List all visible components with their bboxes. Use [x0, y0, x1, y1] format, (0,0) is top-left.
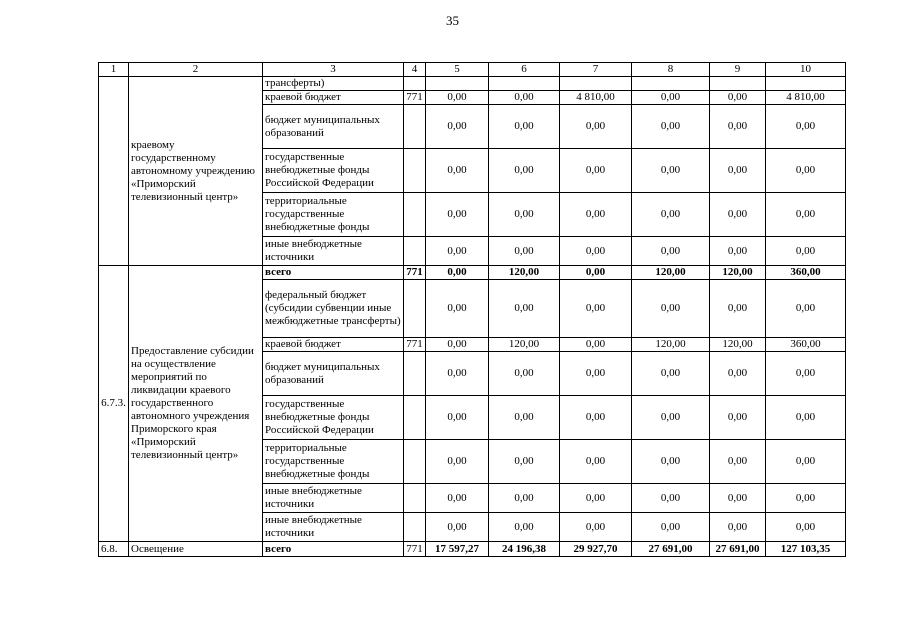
value-cell: 0,00: [710, 484, 766, 513]
value-cell: 0,00: [489, 440, 560, 484]
value-cell: 0,00: [710, 237, 766, 266]
value-cell: 0,00: [560, 193, 632, 237]
code-cell: [404, 105, 426, 149]
value-cell: 0,00: [489, 91, 560, 105]
value-cell: 0,00: [710, 352, 766, 396]
value-cell: 360,00: [766, 266, 846, 280]
value-cell: 27 691,00: [632, 542, 710, 557]
source-cell: территориальные государственные внебюджетные фонды: [263, 193, 404, 237]
value-cell: 0,00: [426, 280, 489, 338]
value-cell: 0,00: [710, 105, 766, 149]
table-row: [99, 266, 846, 280]
value-cell: 0,00: [426, 91, 489, 105]
source-cell: трансферты): [263, 77, 404, 91]
source-cell: бюджет муниципальных образований: [263, 352, 404, 396]
col-header: 4: [404, 63, 426, 77]
col-header: 10: [766, 63, 846, 77]
value-cell: 0,00: [426, 440, 489, 484]
source-cell: государственные внебюджетные фонды Российской Федерации: [263, 149, 404, 193]
value-cell: 0,00: [710, 193, 766, 237]
value-cell: 0,00: [560, 352, 632, 396]
item-number-cell: [99, 77, 129, 266]
table-row: [99, 77, 846, 91]
item-number-cell: 6.8.: [99, 542, 129, 557]
code-cell: 771: [404, 91, 426, 105]
value-cell: 0,00: [766, 513, 846, 542]
value-cell: 0,00: [766, 440, 846, 484]
value-cell: 0,00: [632, 484, 710, 513]
value-cell: 0,00: [710, 440, 766, 484]
item-number-cell: 6.7.3.: [99, 266, 129, 542]
value-cell: [766, 77, 846, 91]
value-cell: 0,00: [426, 513, 489, 542]
page-number: 35: [446, 13, 459, 28]
value-cell: 0,00: [766, 105, 846, 149]
value-cell: 0,00: [632, 440, 710, 484]
value-cell: 0,00: [710, 396, 766, 440]
value-cell: 0,00: [489, 193, 560, 237]
value-cell: 0,00: [426, 266, 489, 280]
source-cell: иные внебюджетные источники: [263, 484, 404, 513]
value-cell: 24 196,38: [489, 542, 560, 557]
value-cell: 0,00: [560, 105, 632, 149]
value-cell: 0,00: [766, 280, 846, 338]
column-number-row: [99, 63, 846, 77]
value-cell: 0,00: [766, 237, 846, 266]
value-cell: 0,00: [560, 266, 632, 280]
code-cell: [404, 440, 426, 484]
table-row: [99, 542, 846, 557]
source-cell: краевой бюджет: [263, 338, 404, 352]
code-cell: 771: [404, 266, 426, 280]
value-cell: 4 810,00: [560, 91, 632, 105]
col-header: 2: [129, 63, 263, 77]
col-header: 9: [710, 63, 766, 77]
source-cell: иные внебюджетные источники: [263, 513, 404, 542]
value-cell: 0,00: [560, 149, 632, 193]
col-header: 1: [99, 63, 129, 77]
value-cell: [710, 77, 766, 91]
code-cell: [404, 396, 426, 440]
col-header: 6: [489, 63, 560, 77]
value-cell: 0,00: [489, 352, 560, 396]
source-cell: всего: [263, 266, 404, 280]
value-cell: 0,00: [632, 105, 710, 149]
value-cell: 0,00: [632, 91, 710, 105]
value-cell: 120,00: [489, 338, 560, 352]
value-cell: 0,00: [489, 396, 560, 440]
col-header: 8: [632, 63, 710, 77]
value-cell: 0,00: [766, 396, 846, 440]
value-cell: 0,00: [489, 513, 560, 542]
value-cell: 0,00: [489, 237, 560, 266]
value-cell: 0,00: [710, 91, 766, 105]
value-cell: 0,00: [632, 396, 710, 440]
value-cell: 0,00: [632, 237, 710, 266]
value-cell: 0,00: [560, 513, 632, 542]
value-cell: 0,00: [426, 338, 489, 352]
value-cell: 0,00: [766, 193, 846, 237]
value-cell: 0,00: [632, 193, 710, 237]
value-cell: [426, 77, 489, 91]
budget-table: [98, 62, 846, 557]
code-cell: [404, 484, 426, 513]
value-cell: 4 810,00: [766, 91, 846, 105]
value-cell: 0,00: [632, 352, 710, 396]
value-cell: 0,00: [632, 149, 710, 193]
value-cell: 127 103,35: [766, 542, 846, 557]
value-cell: 0,00: [426, 237, 489, 266]
value-cell: 29 927,70: [560, 542, 632, 557]
value-cell: 0,00: [560, 237, 632, 266]
source-cell: всего: [263, 542, 404, 557]
value-cell: 17 597,27: [426, 542, 489, 557]
value-cell: [489, 77, 560, 91]
value-cell: 0,00: [632, 513, 710, 542]
code-cell: [404, 193, 426, 237]
source-cell: территориальные государственные внебюджетные фонды: [263, 440, 404, 484]
value-cell: 0,00: [766, 149, 846, 193]
value-cell: 120,00: [489, 266, 560, 280]
value-cell: 0,00: [710, 513, 766, 542]
value-cell: 0,00: [426, 484, 489, 513]
col-header: 3: [263, 63, 404, 77]
col-header: 5: [426, 63, 489, 77]
value-cell: 0,00: [710, 280, 766, 338]
value-cell: 120,00: [632, 338, 710, 352]
code-cell: [404, 149, 426, 193]
value-cell: [632, 77, 710, 91]
code-cell: [404, 77, 426, 91]
value-cell: 0,00: [560, 396, 632, 440]
value-cell: 120,00: [710, 338, 766, 352]
value-cell: 0,00: [426, 105, 489, 149]
source-cell: иные внебюджетные источники: [263, 237, 404, 266]
value-cell: 0,00: [489, 280, 560, 338]
item-name-cell: Предоставление субсидии на осуществление мероприятий по ликвидации краевого государственного автономного учреждения Приморского края «Приморский телевизионный центр»: [129, 266, 263, 542]
value-cell: 120,00: [710, 266, 766, 280]
value-cell: 0,00: [489, 105, 560, 149]
value-cell: 0,00: [560, 338, 632, 352]
code-cell: [404, 280, 426, 338]
code-cell: [404, 513, 426, 542]
item-name-cell: краевому государственному автономному учреждению «Приморский телевизионный центр»: [129, 77, 263, 266]
value-cell: 0,00: [766, 352, 846, 396]
code-cell: [404, 237, 426, 266]
value-cell: 0,00: [426, 352, 489, 396]
code-cell: [404, 352, 426, 396]
value-cell: 0,00: [560, 484, 632, 513]
source-cell: краевой бюджет: [263, 91, 404, 105]
value-cell: 0,00: [560, 280, 632, 338]
value-cell: 0,00: [489, 149, 560, 193]
value-cell: 120,00: [632, 266, 710, 280]
source-cell: бюджет муниципальных образований: [263, 105, 404, 149]
value-cell: 0,00: [560, 440, 632, 484]
value-cell: 0,00: [426, 396, 489, 440]
value-cell: 0,00: [426, 149, 489, 193]
code-cell: 771: [404, 338, 426, 352]
item-name-cell: Освещение: [129, 542, 263, 557]
value-cell: 0,00: [710, 149, 766, 193]
code-cell: 771: [404, 542, 426, 557]
value-cell: 0,00: [489, 484, 560, 513]
value-cell: 27 691,00: [710, 542, 766, 557]
col-header: 7: [560, 63, 632, 77]
value-cell: 0,00: [426, 193, 489, 237]
value-cell: 0,00: [766, 484, 846, 513]
value-cell: 0,00: [632, 280, 710, 338]
value-cell: [560, 77, 632, 91]
value-cell: 360,00: [766, 338, 846, 352]
source-cell: федеральный бюджет (субсидии субвенции иные межбюджетные трансферты): [263, 280, 404, 338]
source-cell: государственные внебюджетные фонды Российской Федерации: [263, 396, 404, 440]
